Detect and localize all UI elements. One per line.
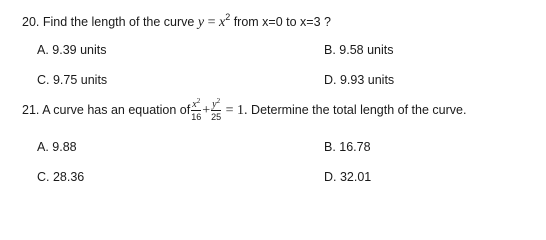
option-c[interactable]: C. 9.75 units <box>37 73 108 87</box>
option-b[interactable]: B. 9.58 units <box>324 43 394 57</box>
equation-equals: = <box>204 15 219 30</box>
option-b[interactable]: B. 16.78 <box>324 140 371 154</box>
fraction-y <box>211 97 221 122</box>
question-21-stem <box>22 98 466 123</box>
equation-rhs: = 1. <box>222 102 248 118</box>
option-a[interactable]: A. 9.39 units <box>37 43 107 57</box>
fraction-x-numerator: x <box>192 99 197 110</box>
fraction-x-denominator: 16 <box>191 112 202 122</box>
question-20-stem <box>22 12 331 31</box>
question-text-tail: Determine the total length of the curve. <box>251 102 467 117</box>
option-c[interactable]: C. 28.36 <box>37 170 85 184</box>
fraction-x-exponent: 2 <box>196 97 201 105</box>
fraction-x <box>191 97 201 122</box>
question-text-tail: from x=0 to x=3 ? <box>233 15 331 29</box>
equation-plus: + <box>202 102 211 118</box>
option-a[interactable]: A. 9.88 <box>37 140 77 154</box>
equation-exponent: 2 <box>225 12 231 22</box>
question-text: Find the length of the curve <box>42 15 195 29</box>
question-text: A curve has an equation of <box>42 102 191 117</box>
option-d[interactable]: D. 32.01 <box>324 170 372 184</box>
equation-lhs: y <box>197 15 205 30</box>
fraction-y-numerator: y <box>212 99 217 110</box>
fraction-y-denominator: 25 <box>211 112 222 122</box>
option-d[interactable]: D. 9.93 units <box>324 73 395 87</box>
fraction-y-exponent: 2 <box>216 97 221 105</box>
question-number: 20. <box>22 15 40 29</box>
question-number: 21. <box>22 102 40 117</box>
equation-base: x <box>218 15 226 30</box>
